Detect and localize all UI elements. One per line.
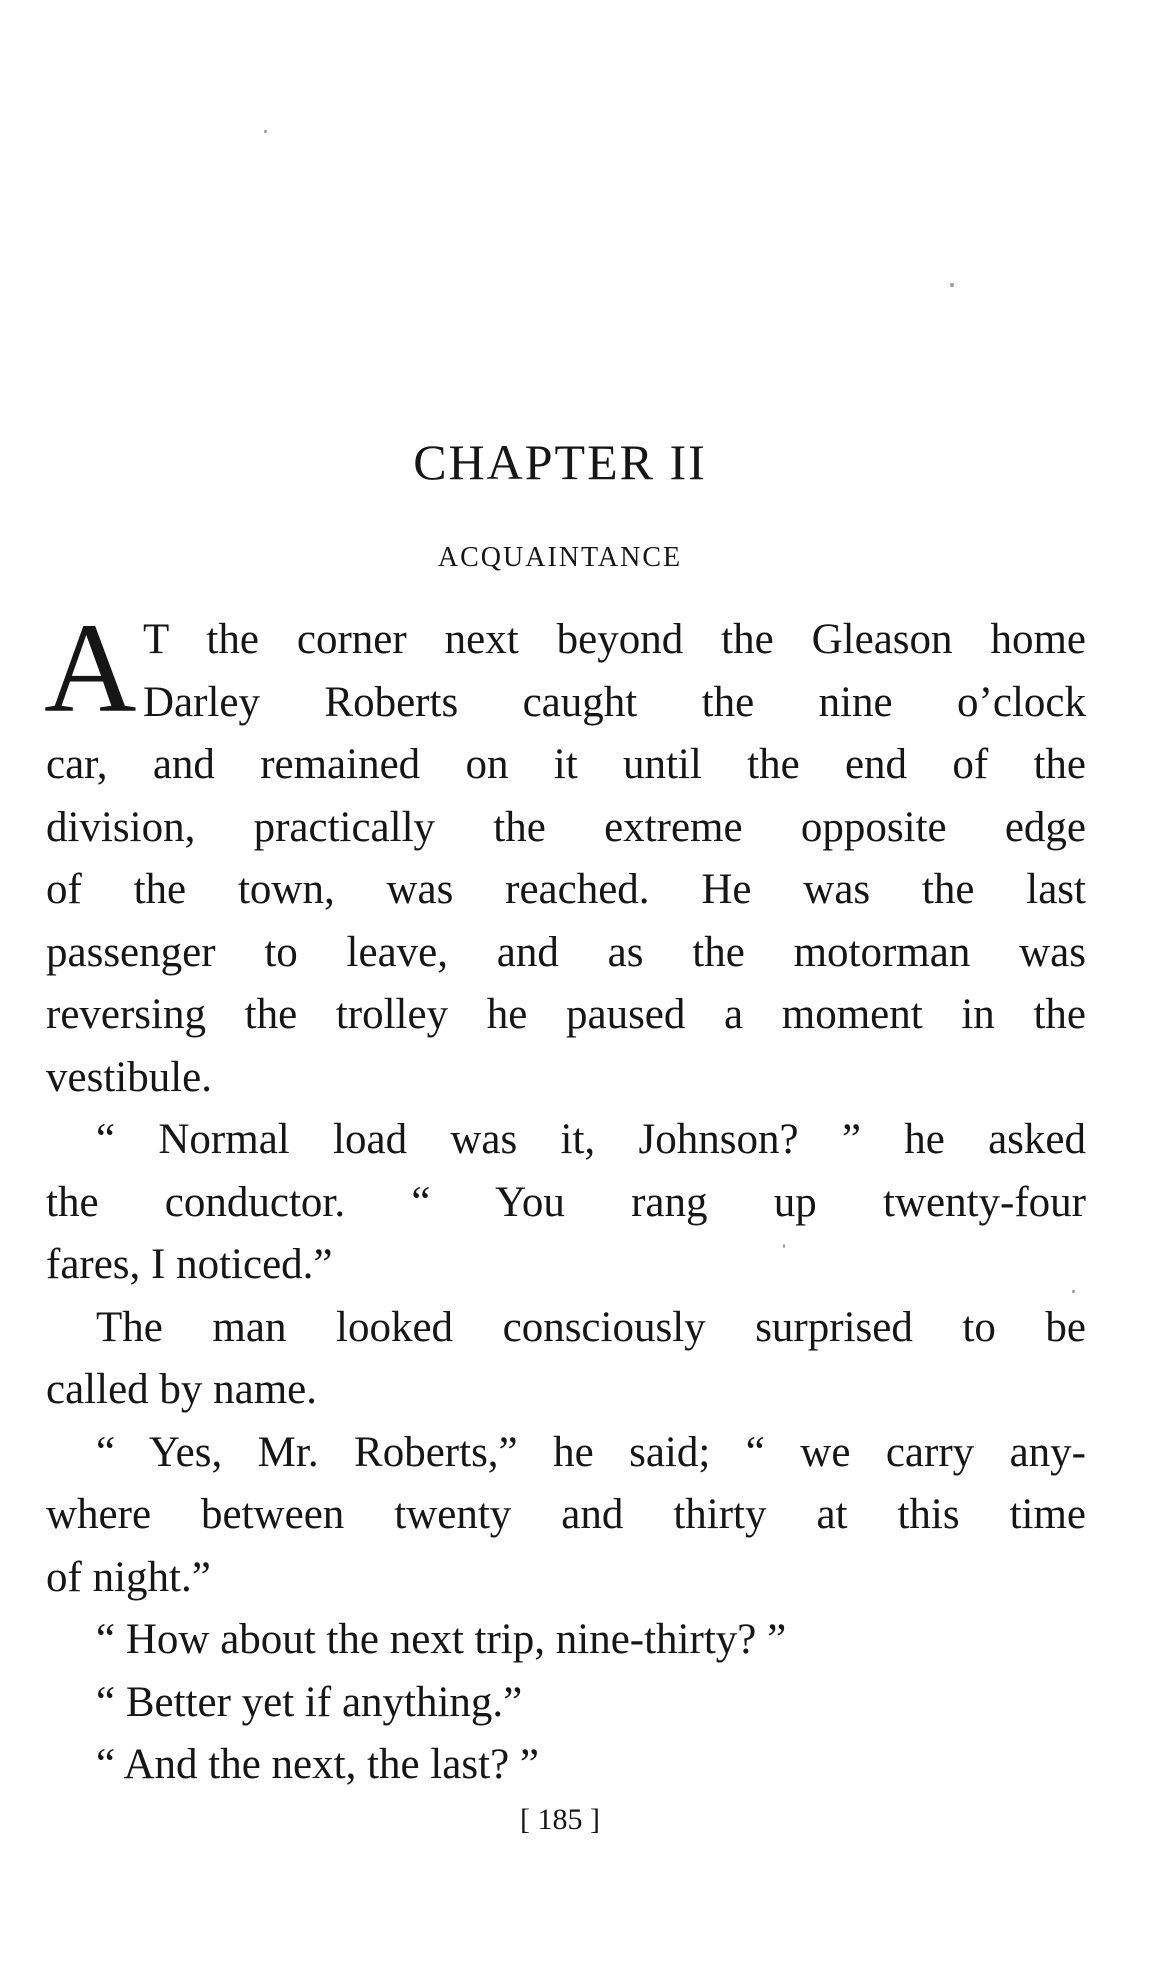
text-line: “ Normal load was it, Johnson? ” he asked [96, 1116, 1086, 1163]
text-line: division, practically the extreme opposite edge [46, 803, 1086, 851]
text-line: “ Yes, Mr. Roberts,” he said; “ we carry any- [96, 1428, 1086, 1476]
text-line: “ And the next, the last? ” [96, 1741, 539, 1788]
text-line: of the town, was reached. He was the last [46, 866, 1086, 913]
drop-cap: A [44, 597, 137, 739]
chapter-subtitle: ACQUAINTANCE [437, 542, 683, 573]
text-line: car, and remained on it until the end of the [46, 741, 1086, 788]
text-line: called by name. [46, 1366, 318, 1413]
text-line: the conductor. “ You rang up twenty-four [46, 1178, 1086, 1226]
paper-speck [1072, 1290, 1075, 1293]
paper-speck [783, 1244, 785, 1248]
text-line: fares, I noticed.” [46, 1241, 333, 1288]
text-line: reversing the trolley he paused a moment in the [46, 991, 1086, 1038]
paper-speck [264, 130, 267, 133]
text-line: “ Better yet if anything.” [96, 1678, 523, 1726]
text-line: The man looked consciously surprised to be [96, 1303, 1086, 1351]
text-line: where between twenty and thirty at this time [46, 1491, 1086, 1538]
text-line: “ How about the next trip, nine-thirty? ” [96, 1616, 787, 1663]
page-number: [ 185 ] [520, 1803, 600, 1836]
paper-speck [950, 283, 954, 287]
text-line: Darley Roberts caught the nine o’clock [143, 678, 1086, 726]
chapter-body [46, 609, 1086, 1797]
text-line: passenger to leave, and as the motorman was [46, 928, 1086, 976]
text-line: of night.” [46, 1553, 211, 1601]
chapter-title: CHAPTER II [413, 434, 707, 490]
text-line: vestibule. [46, 1053, 212, 1101]
text-line: T the corner next beyond the Gleason home [143, 616, 1086, 663]
